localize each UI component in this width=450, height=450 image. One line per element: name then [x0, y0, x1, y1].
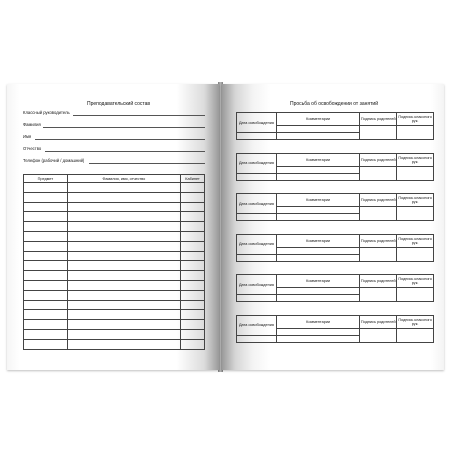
parents-signature-cell[interactable] — [360, 126, 397, 140]
table-row — [24, 183, 205, 193]
comments-label-cell: Комментарии — [276, 275, 359, 288]
full-name-cell[interactable] — [67, 192, 180, 202]
comments-cell[interactable] — [276, 173, 359, 180]
field-label-phone: Телефон (рабочий / домашний) — [23, 158, 85, 163]
table-row — [24, 192, 205, 202]
full-name-cell[interactable] — [67, 241, 180, 251]
field-label-surname: Фамилия — [23, 122, 41, 127]
full-name-cell[interactable] — [67, 280, 180, 290]
parents-signature-label-cell: Подпись родителей — [360, 194, 397, 207]
room-cell[interactable] — [181, 212, 205, 222]
teacher-signature-label-cell: Подпись классного рук. — [397, 275, 434, 288]
teacher-signature-label-cell: Подпись классного рук. — [397, 234, 434, 247]
field-line-phone[interactable] — [89, 163, 205, 164]
date-label-cell: Дата освобождения — [237, 153, 277, 173]
full-name-cell[interactable] — [67, 251, 180, 261]
comments-cell[interactable] — [276, 166, 359, 173]
teacher-signature-label-cell: Подпись классного рук. — [397, 113, 434, 126]
room-cell[interactable] — [181, 261, 205, 271]
comments-label-cell: Комментарии — [276, 315, 359, 328]
parents-signature-label-cell: Подпись родителей — [360, 234, 397, 247]
teacher-signature-label-cell: Подпись классного рук. — [397, 194, 434, 207]
table-row — [24, 241, 205, 251]
teacher-signature-cell[interactable] — [397, 328, 434, 342]
date-cell[interactable] — [237, 133, 277, 140]
date-label-cell: Дата освобождения — [237, 194, 277, 214]
table-row — [24, 300, 205, 310]
teacher-signature-cell[interactable] — [397, 247, 434, 261]
comments-cell[interactable] — [276, 288, 359, 295]
table-row — [24, 231, 205, 241]
subject-cell[interactable] — [24, 320, 68, 330]
parents-signature-cell[interactable] — [360, 247, 397, 261]
request-row — [237, 275, 434, 288]
date-label-cell: Дата освобождения — [237, 234, 277, 254]
request-block — [236, 274, 434, 302]
teacher-signature-cell[interactable] — [397, 288, 434, 302]
subject-cell[interactable] — [24, 241, 68, 251]
full-name-cell[interactable] — [67, 290, 180, 300]
full-name-cell[interactable] — [67, 261, 180, 271]
room-cell[interactable] — [181, 231, 205, 241]
teacher-signature-label-cell: Подпись классного рук. — [397, 315, 434, 328]
subject-cell[interactable] — [24, 183, 68, 193]
room-cell[interactable] — [181, 300, 205, 310]
full-name-cell[interactable] — [67, 300, 180, 310]
room-cell[interactable] — [181, 320, 205, 330]
comments-cell[interactable] — [276, 126, 359, 133]
teacher-signature-cell[interactable] — [397, 166, 434, 180]
right-page — [222, 84, 444, 370]
teachers-table — [23, 174, 205, 350]
field-line-surname[interactable] — [43, 127, 205, 128]
right-page-title: Просьба об освобождении от занятий — [290, 101, 379, 107]
subject-cell[interactable] — [24, 280, 68, 290]
comments-label-cell: Комментарии — [276, 113, 359, 126]
subject-cell[interactable] — [24, 329, 68, 339]
parents-signature-cell[interactable] — [360, 288, 397, 302]
teachers-table-header — [24, 175, 205, 183]
full-name-cell[interactable] — [67, 320, 180, 330]
comments-label-cell: Комментарии — [276, 234, 359, 247]
full-name-cell[interactable] — [67, 202, 180, 212]
subject-cell[interactable] — [24, 202, 68, 212]
room-cell[interactable] — [181, 241, 205, 251]
table-row — [24, 329, 205, 339]
room-cell[interactable] — [181, 271, 205, 281]
table-row — [24, 261, 205, 271]
teacher-signature-cell[interactable] — [397, 207, 434, 221]
table-row — [24, 290, 205, 300]
full-name-cell[interactable] — [67, 212, 180, 222]
subject-cell[interactable] — [24, 231, 68, 241]
full-name-cell[interactable] — [67, 183, 180, 193]
subject-cell[interactable] — [24, 251, 68, 261]
table-row — [24, 222, 205, 232]
room-cell[interactable] — [181, 202, 205, 212]
subject-cell[interactable] — [24, 212, 68, 222]
comments-cell[interactable] — [276, 214, 359, 221]
room-cell[interactable] — [181, 329, 205, 339]
comments-cell[interactable] — [276, 328, 359, 335]
subject-cell[interactable] — [24, 192, 68, 202]
header-full-name: Фамилия, имя, отчество — [67, 175, 180, 183]
table-row — [24, 212, 205, 222]
subject-cell[interactable] — [24, 222, 68, 232]
field-label-patronymic: Отчество — [23, 146, 42, 151]
comments-cell[interactable] — [276, 335, 359, 342]
full-name-cell[interactable] — [67, 271, 180, 281]
date-cell[interactable] — [237, 214, 277, 221]
comments-cell[interactable] — [276, 254, 359, 261]
request-row — [237, 315, 434, 328]
subject-cell[interactable] — [24, 300, 68, 310]
request-block — [236, 315, 434, 343]
table-row — [24, 310, 205, 320]
date-cell[interactable] — [237, 254, 277, 261]
date-cell[interactable] — [237, 173, 277, 180]
date-label-cell: Дата освобождения — [237, 275, 277, 295]
comments-label-cell: Комментарии — [276, 194, 359, 207]
table-row — [24, 202, 205, 212]
table-row — [24, 280, 205, 290]
subject-cell[interactable] — [24, 290, 68, 300]
field-label-class-teacher: Классный руководитель — [23, 110, 70, 115]
parents-signature-label-cell: Подпись родителей — [360, 153, 397, 166]
date-cell[interactable] — [237, 295, 277, 302]
date-label-cell: Дата освобождения — [237, 113, 277, 133]
parents-signature-label-cell: Подпись родителей — [360, 275, 397, 288]
room-cell[interactable] — [181, 290, 205, 300]
parents-signature-label-cell: Подпись родителей — [360, 113, 397, 126]
comments-cell[interactable] — [276, 247, 359, 254]
room-cell[interactable] — [181, 192, 205, 202]
date-label-cell: Дата освобождения — [237, 315, 277, 335]
request-row — [237, 234, 434, 247]
request-block — [236, 112, 434, 140]
request-row — [237, 194, 434, 207]
subject-cell[interactable] — [24, 261, 68, 271]
room-cell[interactable] — [181, 183, 205, 193]
comments-cell[interactable] — [276, 207, 359, 214]
request-row — [237, 153, 434, 166]
header-room: Кабинет — [181, 175, 205, 183]
full-name-cell[interactable] — [67, 339, 180, 349]
parents-signature-cell[interactable] — [360, 207, 397, 221]
parents-signature-label-cell: Подпись родителей — [360, 315, 397, 328]
field-line-name[interactable] — [35, 139, 205, 140]
header-subject: Предмет — [24, 175, 68, 183]
full-name-cell[interactable] — [67, 310, 180, 320]
table-row — [24, 271, 205, 281]
request-row — [237, 113, 434, 126]
request-block — [236, 234, 434, 262]
subject-cell[interactable] — [24, 310, 68, 320]
parents-signature-cell[interactable] — [360, 166, 397, 180]
request-block — [236, 153, 434, 181]
room-cell[interactable] — [181, 339, 205, 349]
subject-cell[interactable] — [24, 271, 68, 281]
field-label-name: Имя — [23, 134, 32, 139]
table-row — [24, 339, 205, 349]
teacher-signature-label-cell: Подпись классного рук. — [397, 153, 434, 166]
full-name-cell[interactable] — [67, 329, 180, 339]
full-name-cell[interactable] — [67, 231, 180, 241]
comments-label-cell: Комментарии — [276, 153, 359, 166]
room-cell[interactable] — [181, 222, 205, 232]
room-cell[interactable] — [181, 280, 205, 290]
comments-cell[interactable] — [276, 133, 359, 140]
request-block — [236, 193, 434, 221]
table-row — [24, 251, 205, 261]
subject-cell[interactable] — [24, 339, 68, 349]
comments-cell[interactable] — [276, 295, 359, 302]
field-line-class-teacher[interactable] — [73, 115, 205, 116]
left-page-title: Преподавательский состав — [87, 101, 151, 107]
room-cell[interactable] — [181, 251, 205, 261]
full-name-cell[interactable] — [67, 222, 180, 232]
teacher-signature-cell[interactable] — [397, 126, 434, 140]
left-page — [7, 84, 219, 370]
field-line-patronymic[interactable] — [45, 151, 205, 152]
room-cell[interactable] — [181, 310, 205, 320]
date-cell[interactable] — [237, 335, 277, 342]
table-row — [24, 320, 205, 330]
parents-signature-cell[interactable] — [360, 328, 397, 342]
